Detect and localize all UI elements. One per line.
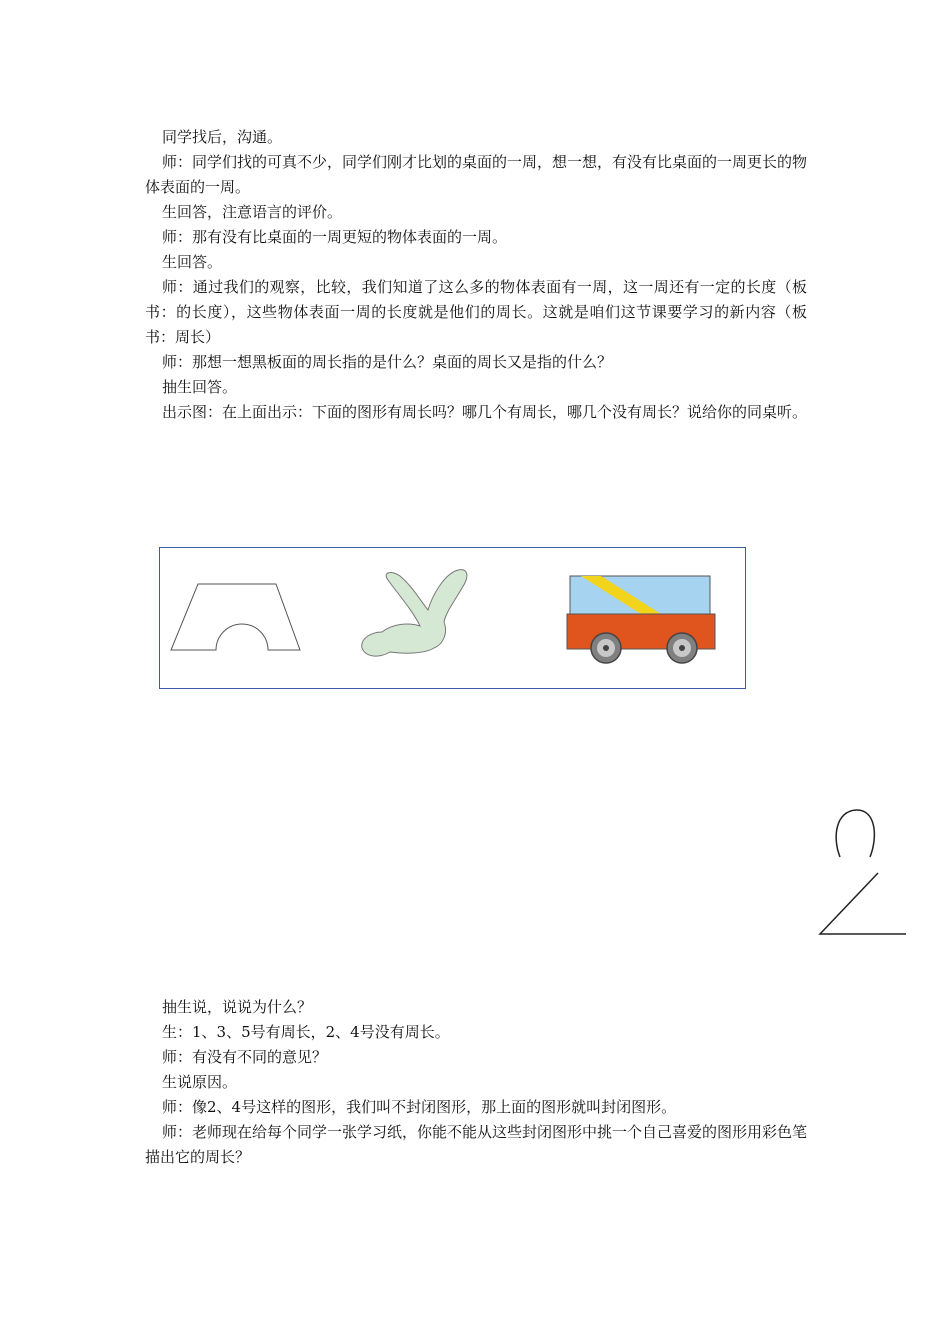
open-curve-shape xyxy=(836,810,874,857)
angle-shape xyxy=(820,873,906,934)
paragraph: 师：有没有不同的意见？ xyxy=(162,1048,328,1066)
arch-shape xyxy=(168,578,303,653)
paragraph: 同学找后，沟通。 xyxy=(162,128,283,146)
paragraph: 师：那想一想黑板面的周长指的是什么？桌面的周长又是指的什么？ xyxy=(162,353,613,371)
paragraph: 师：同学们找的可真不少，同学们刚才比划的桌面的一周，想一想，有没有比桌面的一周更长的物体表面的一周。 xyxy=(145,153,808,196)
rabbit-shape xyxy=(358,566,478,661)
paragraph: 抽生回答。 xyxy=(162,378,238,396)
margin-shapes xyxy=(812,805,912,940)
paragraph: 出示图：在上面出示：下面的图形有周长吗？哪几个有周长，哪几个没有周长？说给你的同桌听。 xyxy=(162,403,808,421)
paragraph: 抽生说，说说为什么？ xyxy=(162,998,313,1016)
paragraph: 师：通过我们的观察，比较，我们知道了这么多的物体表面有一周，这一周还有一定的长度（板书：的长度），这些物体表面一周的长度就是他们的周长。这就是咱们这节课要学习的新内容（板书：周长） xyxy=(145,278,807,346)
cart-shape xyxy=(565,574,717,670)
text-section-2 xyxy=(145,995,807,1170)
shapes-figure xyxy=(159,547,746,689)
paragraph: 师：像2、4号这样的图形，我们叫不封闭图形，那上面的图形就叫封闭图形。 xyxy=(162,1098,677,1116)
paragraph: 师：老师现在给每个同学一张学习纸，你能不能从这些封闭图形中挑一个自己喜爱的图形用彩色笔描出它的周长？ xyxy=(145,1123,808,1166)
text-section-1 xyxy=(145,125,807,425)
paragraph: 师：那有没有比桌面的一周更短的物体表面的一周。 xyxy=(162,228,508,246)
paragraph: 生回答，注意语言的评价。 xyxy=(162,203,343,221)
paragraph: 生：1、3、5号有周长，2、4号没有周长。 xyxy=(162,1023,450,1041)
paragraph: 生说原因。 xyxy=(162,1073,238,1091)
paragraph: 生回答。 xyxy=(162,253,223,271)
